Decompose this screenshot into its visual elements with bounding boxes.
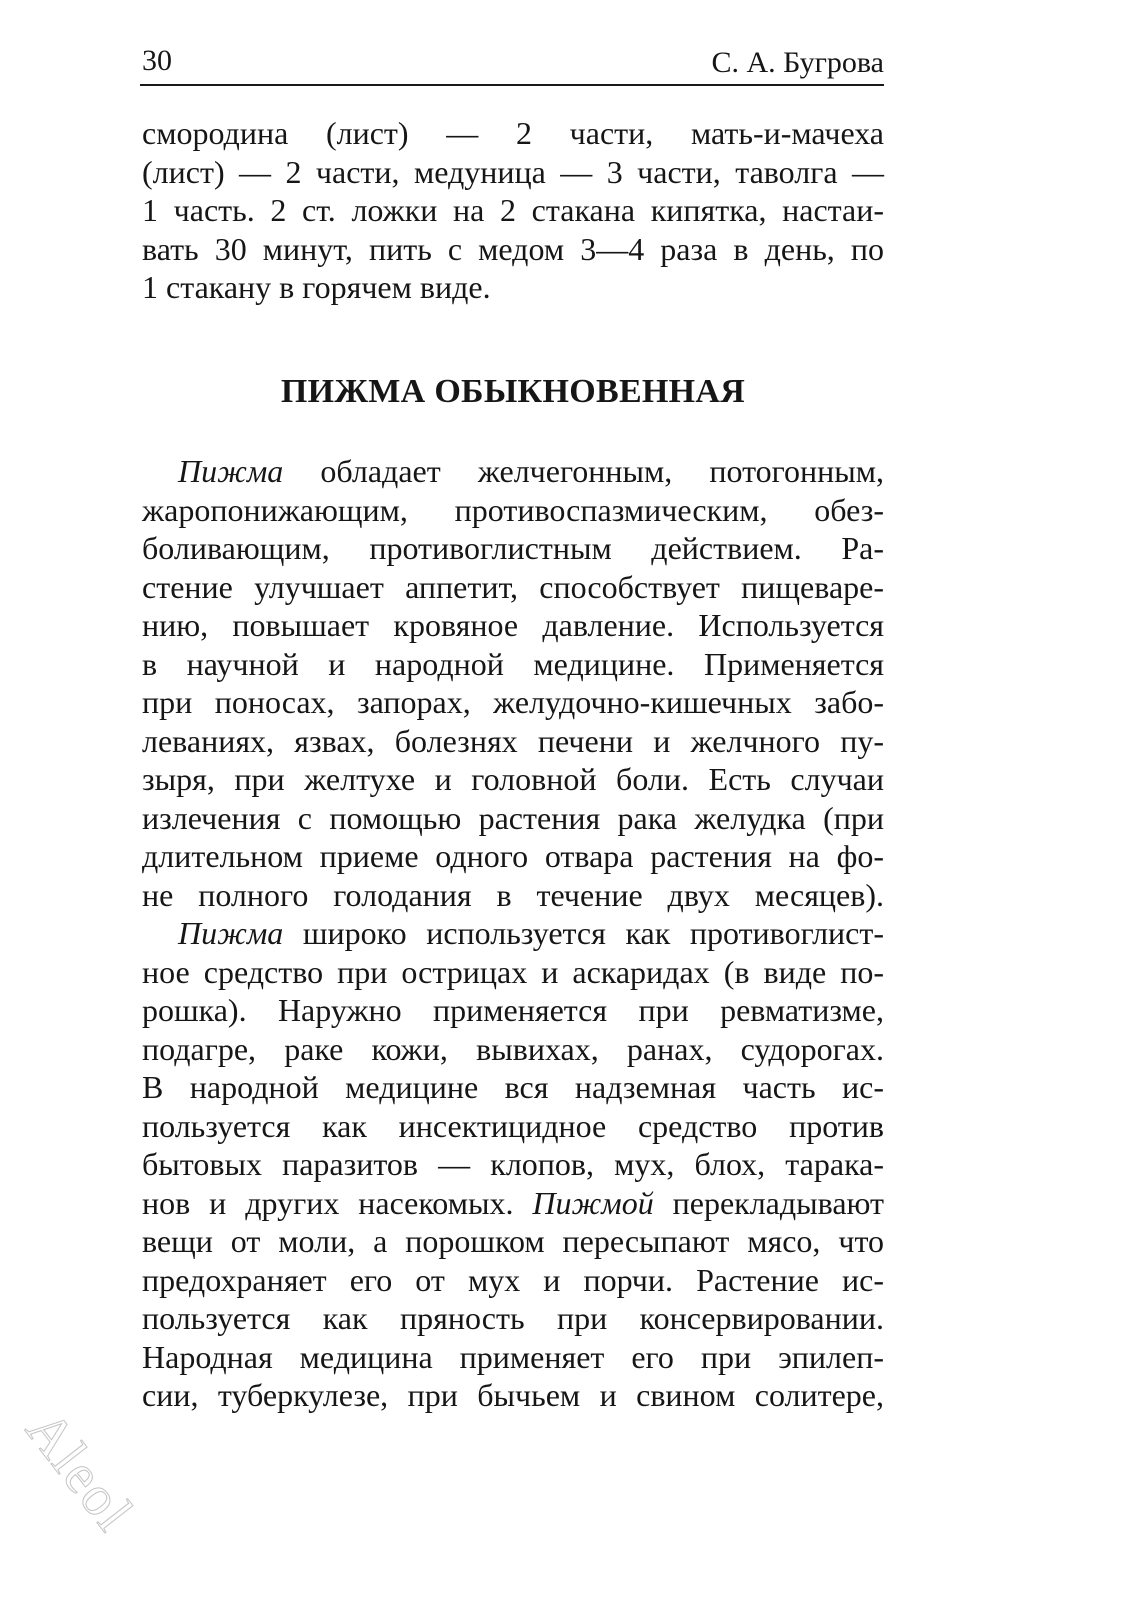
continued-paragraph: [142, 114, 884, 307]
italic-term: Пижма: [178, 915, 284, 951]
text-line: [142, 914, 884, 953]
line-text: излечения с помощью растения рака желудка (при: [142, 799, 884, 836]
line-text: нов и других насекомых.: [142, 1184, 533, 1221]
line-text: бытовых паразитов — клопов, мух, блох, тарака-: [142, 1146, 884, 1182]
text-line: [142, 1107, 884, 1146]
line-text: пользуется как пряность при консервировании.: [142, 1300, 884, 1336]
line-text: боливающим, противоглистным действием. Ра-: [142, 530, 884, 566]
text-line: [142, 529, 884, 568]
line-text: жаропонижающим, противоспазмическим, обез-: [142, 491, 884, 528]
text-line: [142, 683, 884, 722]
text-line: [142, 491, 884, 530]
line-text: при поносах, запорах, желудочно-кишечных забо-: [142, 684, 884, 720]
line-text: ное средство при острицах и аскаридах (в виде по-: [142, 953, 884, 990]
text-line: [142, 876, 884, 915]
text-line: [142, 1030, 884, 1069]
text-line: смородина (лист) — 2 части, мать-и-мачеха: [142, 115, 884, 151]
text-line: [142, 953, 884, 992]
text-line: [142, 606, 884, 645]
text-line: [142, 452, 884, 491]
line-text: обладает желчегонным, потогонным,: [283, 453, 884, 489]
text-line: [142, 645, 884, 684]
text-line: (лист) — 2 части, медуница — 3 части, таволга —: [142, 153, 884, 190]
text-line: [142, 1299, 884, 1338]
italic-term: Пижмой: [532, 1184, 654, 1221]
line-text: вещи от моли, а порошком пересыпают мясо, что: [142, 1223, 884, 1259]
line-text: В народной медицине вся надземная часть ис-: [142, 1069, 884, 1105]
line-text: Народная медицина применяет его при эпилеп-: [142, 1338, 884, 1375]
text-line: [142, 1145, 884, 1184]
text-line: [142, 1338, 884, 1377]
watermark: Aleol: [13, 1399, 146, 1544]
running-author: С. А. Бугрова: [711, 46, 884, 79]
text-line: [142, 1261, 884, 1300]
text-line: [142, 1184, 884, 1223]
line-text: предохраняет его от мух и порчи. Растение ис-: [142, 1261, 884, 1298]
line-text: не полного голодания в течение двух месяцев).: [142, 876, 884, 913]
text-line: [142, 799, 884, 838]
text-line: 1 часть. 2 ст. ложки на 2 стакана кипятка, настаи-: [142, 192, 884, 228]
running-head: [142, 44, 884, 84]
line-text: длительном приеме одного отвара растения на фо-: [142, 838, 884, 874]
section-title: ПИЖМА ОБЫКНОВЕННАЯ: [280, 373, 746, 410]
page-number: 30: [142, 44, 172, 77]
text-line: [142, 991, 884, 1030]
line-text: сии, туберкулезе, при бычьем и свином солитере,: [142, 1377, 884, 1413]
text-line: [142, 568, 884, 607]
text-line: 1 стакану в горячем виде.: [142, 269, 491, 305]
line-text: зыря, при желтухе и головной боли. Есть случаи: [142, 761, 884, 797]
line-text: подагре, раке кожи, вывихах, ранах, судорогах.: [142, 1030, 884, 1067]
italic-term: Пижма: [178, 453, 284, 489]
text-line: вать 30 минут, пить с медом 3—4 раза в день, по: [142, 230, 884, 267]
line-text: рошка). Наружно применяется при ревматизме,: [142, 992, 884, 1028]
text-line: [142, 837, 884, 876]
text-line: [142, 760, 884, 799]
header-rule: [140, 84, 884, 86]
text-line: [142, 1376, 884, 1415]
text-line: [142, 1222, 884, 1261]
section-paragraph: [142, 452, 884, 1415]
text-line: [142, 1068, 884, 1107]
line-text: стение улучшает аппетит, способствует пищеваре-: [142, 568, 884, 605]
line-text: перекладывают: [653, 1184, 885, 1221]
line-text: пользуется как инсектицидное средство против: [142, 1107, 884, 1144]
line-text: леваниях, язвах, болезнях печени и желчного пу-: [142, 722, 884, 759]
line-text: нию, повышает кровяное давление. Используется: [142, 607, 884, 643]
line-text: в научной и народной медицине. Применяется: [142, 645, 884, 682]
line-text: широко используется как противоглист-: [283, 915, 884, 951]
text-line: [142, 722, 884, 761]
